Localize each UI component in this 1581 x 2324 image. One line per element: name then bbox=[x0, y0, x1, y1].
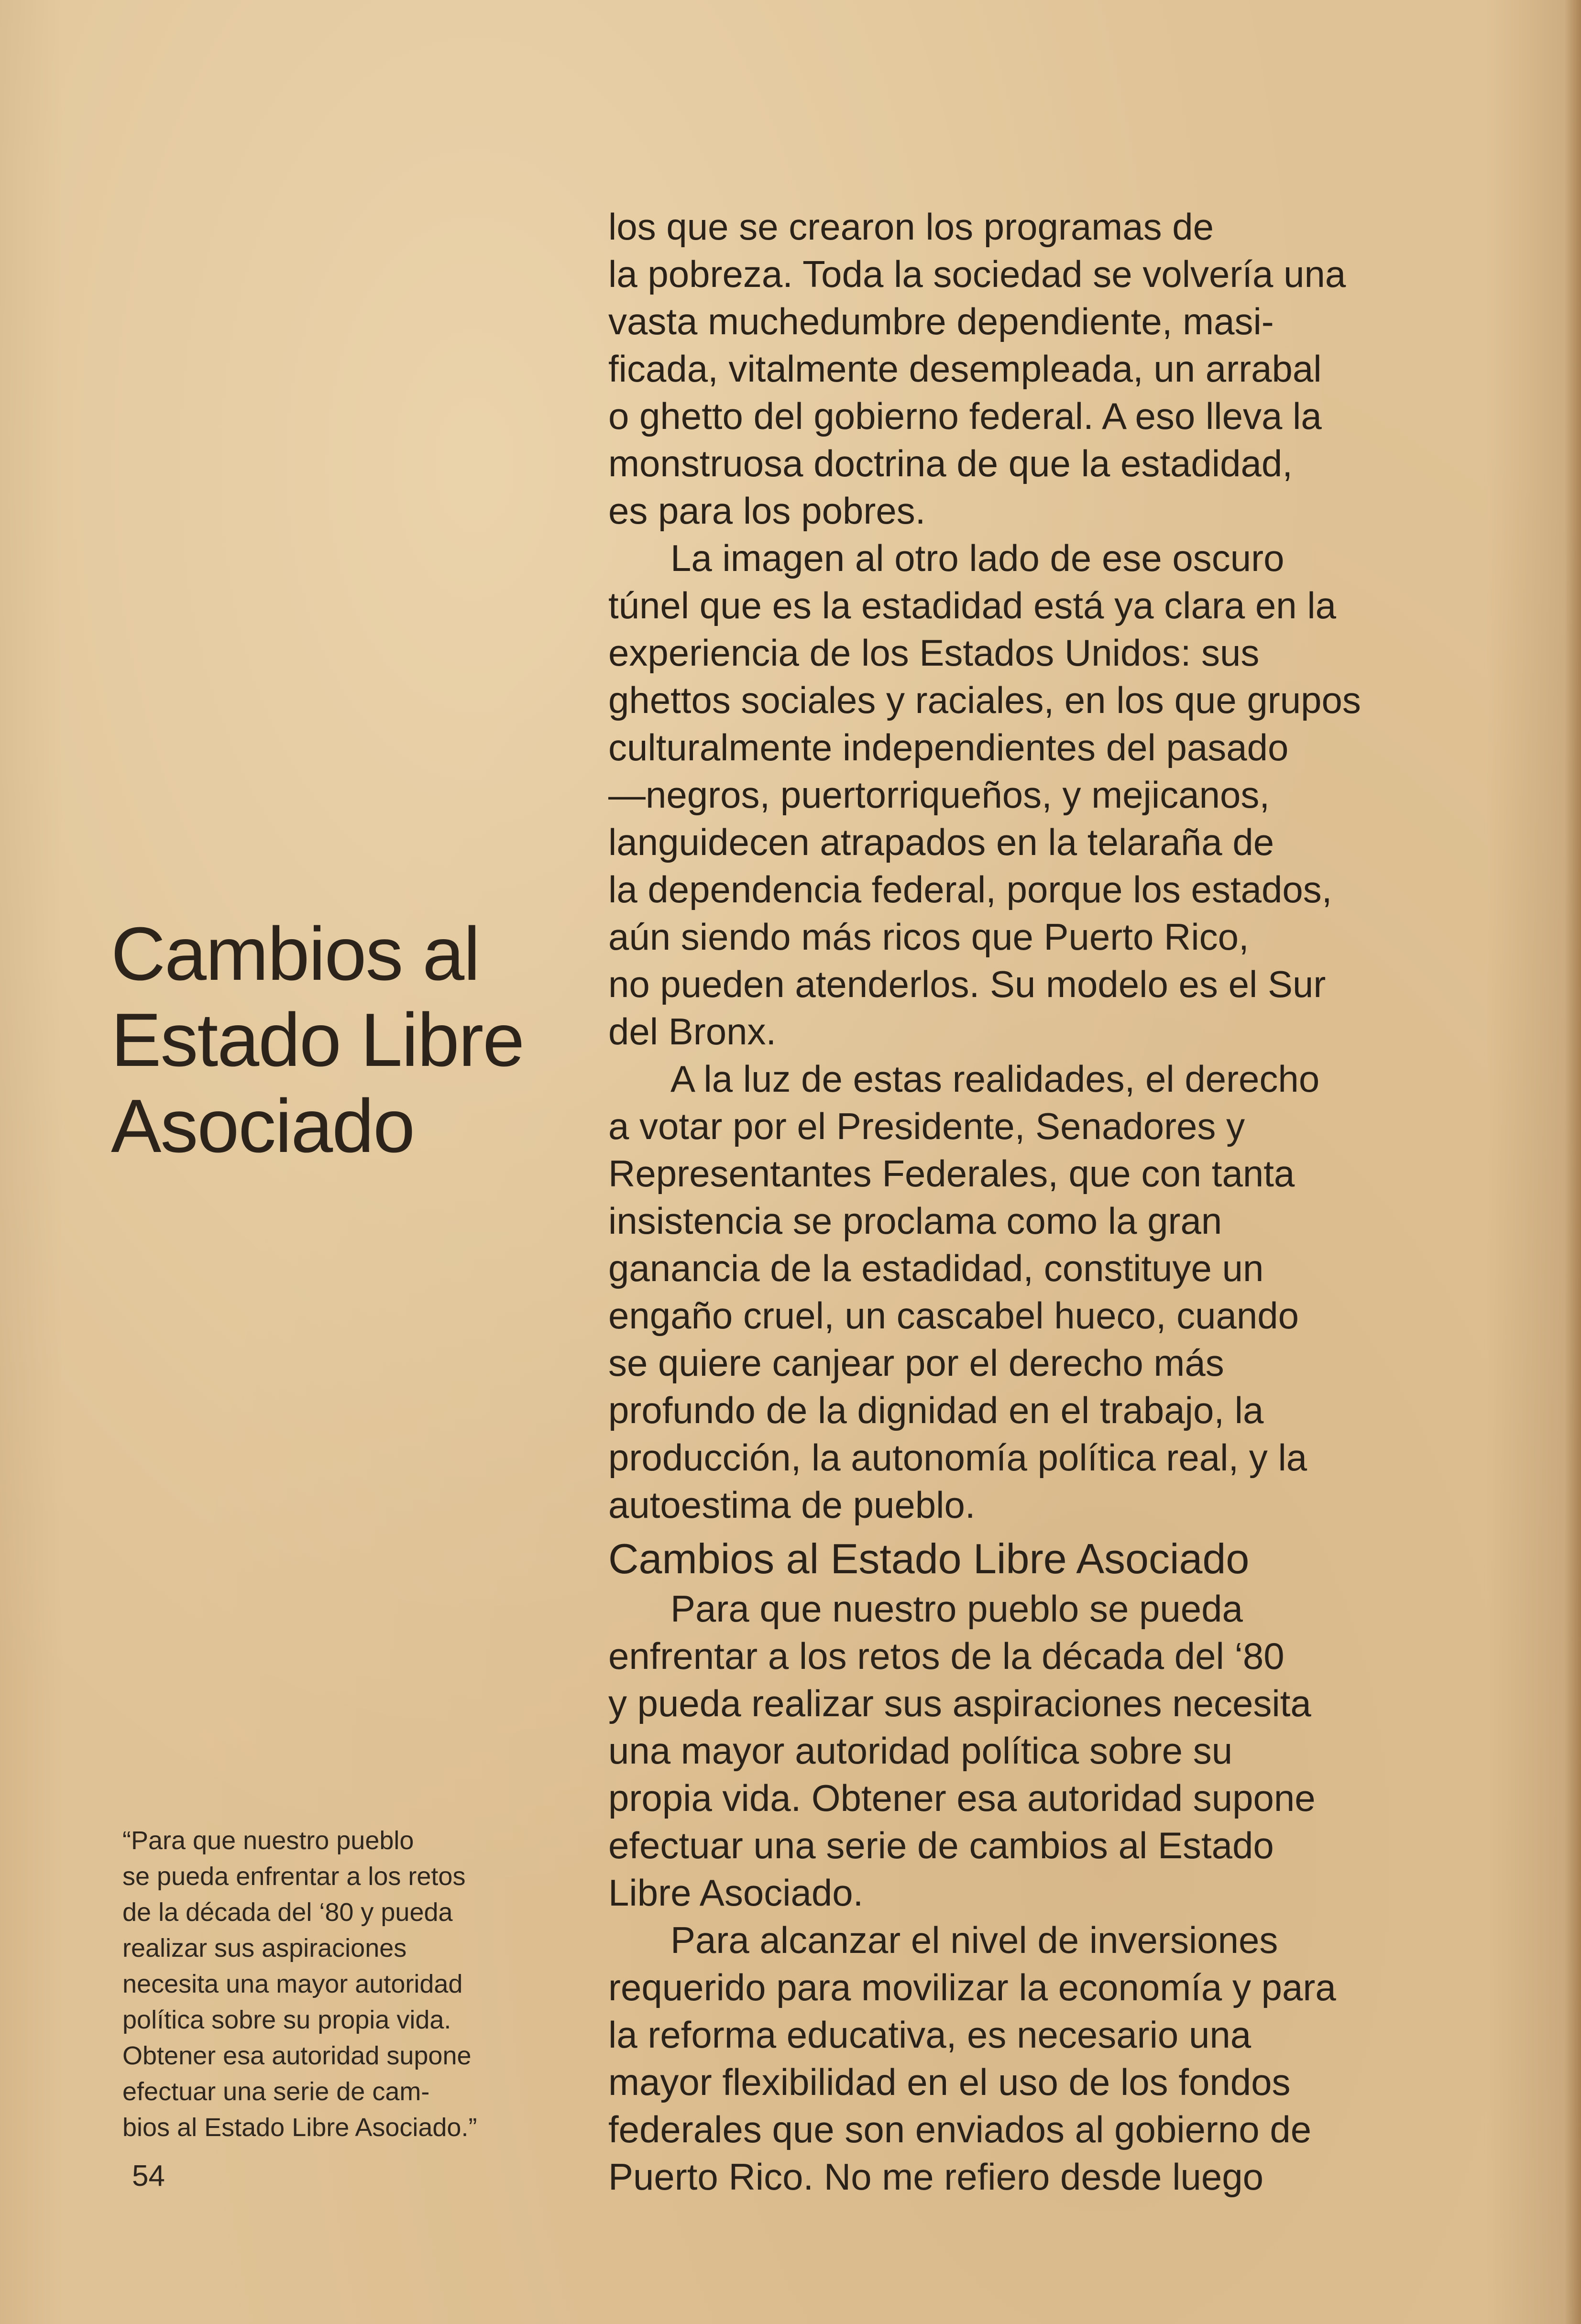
pull-quote-line: política sobre su propia vida. bbox=[122, 2006, 451, 2034]
text-line: Para que nuestro pueblo se pueda bbox=[670, 1588, 1243, 1630]
text-line: los que se crearon los programas de bbox=[608, 206, 1214, 248]
text-line: vasta muchedumbre dependiente, masi- bbox=[608, 300, 1274, 342]
text-line: A la luz de estas realidades, el derecho bbox=[670, 1058, 1320, 1100]
text-line: ghettos sociales y raciales, en los que grupos bbox=[608, 679, 1361, 721]
text-line: a votar por el Presidente, Senadores y bbox=[608, 1105, 1245, 1147]
paragraph bbox=[608, 203, 1479, 535]
text-line: mayor flexibilidad en el uso de los fondos bbox=[608, 2061, 1291, 2103]
pull-quote-line: se pueda enfrentar a los retos bbox=[122, 1862, 466, 1891]
text-line: engaño cruel, un cascabel hueco, cuando bbox=[608, 1294, 1299, 1337]
text-line: es para los pobres. bbox=[608, 490, 926, 532]
text-line: monstruosa doctrina de que la estadidad, bbox=[608, 442, 1293, 484]
pull-quote-line: efectuar una serie de cam- bbox=[122, 2077, 430, 2106]
text-line: y pueda realizar sus aspiraciones necesita bbox=[608, 1682, 1311, 1724]
text-line: producción, la autonomía política real, y la bbox=[608, 1436, 1307, 1479]
text-line: requerido para movilizar la economía y para bbox=[608, 1966, 1336, 2008]
paragraph bbox=[608, 1917, 1479, 2201]
section-heading: Cambios al Estado Libre Asociado bbox=[608, 1535, 1250, 1582]
text-line: Puerto Rico. No me refiero desde luego bbox=[608, 2156, 1264, 2198]
text-line: Para alcanzar el nivel de inversiones bbox=[670, 1919, 1278, 1961]
text-line: federales que son enviados al gobierno de bbox=[608, 2108, 1312, 2150]
text-line: la pobreza. Toda la sociedad se volvería una bbox=[608, 253, 1346, 295]
text-line: autoestima de pueblo. bbox=[608, 1484, 976, 1526]
pull-quote bbox=[122, 1823, 562, 2146]
text-line: efectuar una serie de cambios al Estado bbox=[608, 1824, 1274, 1866]
pull-quote-line: realizar sus aspiraciones bbox=[122, 1934, 407, 1962]
text-line: —negros, puertorriqueños, y mejicanos, bbox=[608, 774, 1270, 816]
text-line: languidecen atrapados en la telaraña de bbox=[608, 821, 1274, 863]
text-line: Libre Asociado. bbox=[608, 1872, 864, 1914]
body-text-column bbox=[608, 203, 1479, 2201]
text-line: enfrentar a los retos de la década del ‘80 bbox=[608, 1635, 1285, 1677]
pull-quote-line: de la década del ‘80 y pueda bbox=[122, 1898, 453, 1927]
sidebar-heading-line: Cambios al bbox=[111, 912, 480, 996]
paragraph bbox=[608, 535, 1479, 1055]
text-line: ganancia de la estadidad, constituye un bbox=[608, 1247, 1264, 1289]
text-line: la reforma educativa, es necesario una bbox=[608, 2014, 1252, 2056]
text-line: experiencia de los Estados Unidos: sus bbox=[608, 632, 1260, 674]
pull-quote-line: Obtener esa autoridad supone bbox=[122, 2041, 472, 2070]
text-line: aún siendo más ricos que Puerto Rico, bbox=[608, 916, 1249, 958]
paragraph bbox=[608, 1585, 1479, 1917]
text-line: túnel que es la estadidad está ya clara en la bbox=[608, 584, 1337, 626]
sidebar-heading-line: Estado Libre bbox=[111, 998, 524, 1082]
pull-quote-line: necesita una mayor autoridad bbox=[122, 1970, 463, 1998]
text-line: profundo de la dignidad en el trabajo, la bbox=[608, 1389, 1264, 1431]
text-line: insistencia se proclama como la gran bbox=[608, 1200, 1222, 1242]
text-line: del Bronx. bbox=[608, 1010, 777, 1052]
page-number: 54 bbox=[132, 2160, 165, 2192]
sidebar-heading bbox=[111, 911, 589, 1169]
text-line: ficada, vitalmente desempleada, un arrabal bbox=[608, 348, 1322, 390]
text-line: una mayor autoridad política sobre su bbox=[608, 1730, 1233, 1772]
text-line: Representantes Federales, que con tanta bbox=[608, 1152, 1295, 1195]
pull-quote-line: “Para que nuestro pueblo bbox=[122, 1826, 414, 1855]
text-line: La imagen al otro lado de ese oscuro bbox=[670, 537, 1285, 579]
page-edge-shadow bbox=[1565, 0, 1581, 2324]
text-line: culturalmente independientes del pasado bbox=[608, 726, 1289, 768]
pull-quote-line: bios al Estado Libre Asociado.” bbox=[122, 2113, 477, 2142]
text-line: no pueden atenderlos. Su modelo es el Sur bbox=[608, 963, 1326, 1005]
text-line: se quiere canjear por el derecho más bbox=[608, 1342, 1224, 1384]
text-line: propia vida. Obtener esa autoridad supone bbox=[608, 1777, 1316, 1819]
text-line: o ghetto del gobierno federal. A eso lleva la bbox=[608, 395, 1322, 437]
paragraph bbox=[608, 1055, 1479, 1529]
text-line: la dependencia federal, porque los estados, bbox=[608, 868, 1332, 910]
sidebar-heading-line: Asociado bbox=[111, 1084, 414, 1168]
